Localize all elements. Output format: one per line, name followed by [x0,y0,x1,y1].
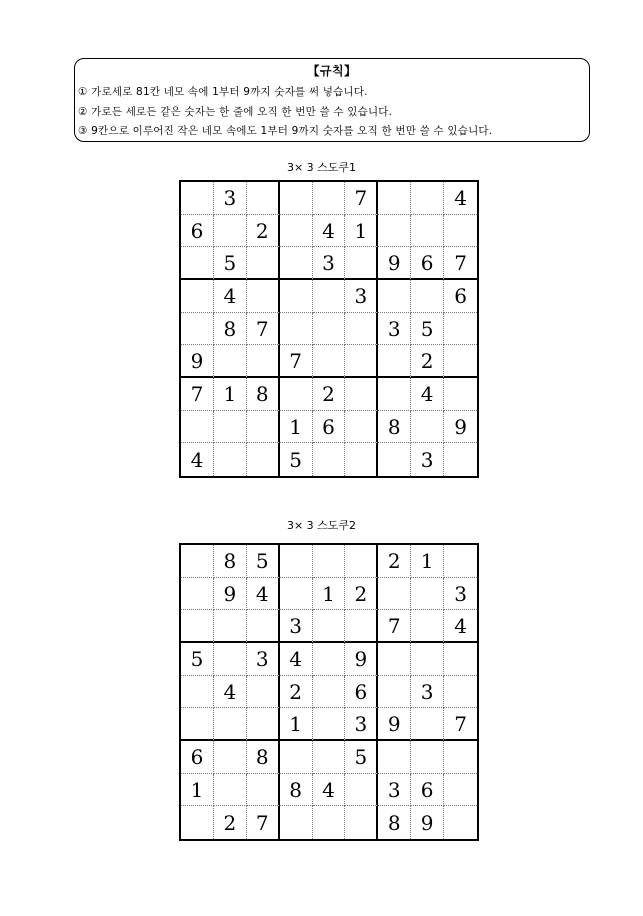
sudoku-cell[interactable] [444,215,477,248]
sudoku-cell[interactable]: 3 [444,578,477,611]
sudoku-cell[interactable] [345,247,378,280]
sudoku-cell[interactable]: 4 [444,182,477,215]
sudoku-cell[interactable]: 6 [345,676,378,709]
sudoku-cell[interactable] [411,610,444,643]
sudoku-cell[interactable] [181,806,214,839]
sudoku-cell[interactable] [444,806,477,839]
sudoku-cell[interactable] [280,313,313,346]
sudoku-cell[interactable] [181,610,214,643]
sudoku-cell[interactable] [313,345,346,378]
sudoku-cell[interactable] [313,443,346,476]
sudoku-cell[interactable] [313,280,346,313]
sudoku-cell[interactable]: 8 [378,806,411,839]
puzzle-2-title: 3× 3 스도쿠2 [286,519,357,532]
sudoku-cell[interactable]: 8 [247,741,280,774]
sudoku-cell[interactable]: 2 [214,806,247,839]
sudoku-cell[interactable] [444,545,477,578]
sudoku-cell[interactable]: 7 [181,378,214,411]
rule-item-3: ③ 9칸으로 이루어진 작은 네모 속에도 1부터 9까지 숫자를 오직 한 번만 쓸 수 있습니다. [78,125,493,137]
sudoku-cell[interactable] [181,578,214,611]
sudoku-cell[interactable]: 7 [378,610,411,643]
sudoku-cell[interactable]: 5 [280,443,313,476]
sudoku-cell[interactable]: 9 [214,578,247,611]
sudoku-cell[interactable] [313,806,346,839]
sudoku-cell[interactable]: 3 [378,774,411,807]
sudoku-cell[interactable] [444,378,477,411]
sudoku-cell[interactable] [247,610,280,643]
sudoku-cell[interactable] [247,774,280,807]
sudoku-cell[interactable]: 7 [345,182,378,215]
sudoku-cell[interactable]: 2 [313,378,346,411]
sudoku-cell[interactable]: 4 [181,443,214,476]
sudoku-cell[interactable]: 9 [181,345,214,378]
sudoku-cell[interactable]: 3 [247,643,280,676]
sudoku-cell[interactable] [280,215,313,248]
sudoku-cell[interactable] [181,313,214,346]
sudoku-cell[interactable]: 3 [411,443,444,476]
sudoku-cell[interactable] [280,545,313,578]
sudoku-cell[interactable]: 3 [378,313,411,346]
sudoku-cell[interactable] [280,741,313,774]
sudoku-cell[interactable] [214,443,247,476]
sudoku-cell[interactable] [181,182,214,215]
sudoku-cell[interactable] [444,313,477,346]
sudoku-cell[interactable]: 5 [345,741,378,774]
sudoku-cell[interactable] [247,280,280,313]
sudoku-cell[interactable]: 9 [411,806,444,839]
sudoku-cell[interactable]: 6 [181,215,214,248]
sudoku-cell[interactable] [345,411,378,444]
sudoku-cell[interactable] [411,411,444,444]
sudoku-cell[interactable] [345,443,378,476]
sudoku-cell[interactable] [345,806,378,839]
sudoku-cell[interactable] [247,345,280,378]
sudoku-cell[interactable]: 3 [313,247,346,280]
sudoku-cell[interactable] [411,708,444,741]
sudoku-cell[interactable] [378,215,411,248]
sudoku-cell[interactable] [444,741,477,774]
rules-title: 【규칙】 [307,64,357,78]
sudoku-cell[interactable] [345,345,378,378]
sudoku-cell[interactable] [214,741,247,774]
sudoku-cell[interactable] [411,741,444,774]
sudoku-cell[interactable]: 3 [214,182,247,215]
sudoku-cell[interactable]: 3 [280,610,313,643]
sudoku-cell[interactable]: 7 [444,247,477,280]
sudoku-cell[interactable] [214,708,247,741]
sudoku-cell[interactable] [444,676,477,709]
sudoku-cell[interactable] [181,280,214,313]
sudoku-cell[interactable]: 5 [214,247,247,280]
sudoku-cell[interactable]: 1 [313,578,346,611]
sudoku-cell[interactable] [214,411,247,444]
sudoku-cell[interactable] [280,247,313,280]
sudoku-cell[interactable] [313,610,346,643]
sudoku-cell[interactable] [378,643,411,676]
sudoku-cell[interactable]: 7 [444,708,477,741]
sudoku-cell[interactable]: 7 [247,806,280,839]
sudoku-cell[interactable] [411,215,444,248]
sudoku-cell[interactable]: 8 [214,545,247,578]
sudoku-cell[interactable] [214,610,247,643]
sudoku-cell[interactable]: 2 [378,545,411,578]
sudoku-cell[interactable] [214,643,247,676]
sudoku-cell[interactable] [181,676,214,709]
sudoku-cell[interactable]: 4 [214,280,247,313]
sudoku-cell[interactable]: 3 [411,676,444,709]
sudoku-cell[interactable] [378,676,411,709]
rule-item-2: ② 가로든 세로든 같은 숫자는 한 줄에 오직 한 번만 쓸 수 있습니다. [78,106,393,118]
sudoku-cell[interactable]: 8 [247,378,280,411]
rules-box [74,58,590,142]
sudoku-cell[interactable] [313,741,346,774]
sudoku-cell[interactable]: 4 [313,774,346,807]
sudoku-cell[interactable] [444,345,477,378]
sudoku-cell[interactable]: 5 [411,313,444,346]
sudoku-cell[interactable]: 4 [313,215,346,248]
sudoku-cell[interactable] [214,215,247,248]
sudoku-cell[interactable]: 1 [280,708,313,741]
sudoku-cell[interactable]: 8 [378,411,411,444]
sudoku-cell[interactable]: 4 [280,643,313,676]
sudoku-cell[interactable] [411,182,444,215]
sudoku-cell[interactable]: 2 [345,578,378,611]
sudoku-cell[interactable] [313,676,346,709]
sudoku-cell[interactable] [411,578,444,611]
sudoku-cell[interactable] [247,182,280,215]
sudoku-cell[interactable] [181,545,214,578]
sudoku-cell[interactable] [378,182,411,215]
sudoku-cell[interactable] [214,345,247,378]
sudoku-cell[interactable]: 9 [444,411,477,444]
sudoku-cell[interactable]: 1 [411,545,444,578]
sudoku-cell[interactable] [345,774,378,807]
sudoku-cell[interactable] [345,545,378,578]
sudoku-cell[interactable] [345,378,378,411]
sudoku-cell[interactable] [411,280,444,313]
sudoku-cell[interactable] [280,806,313,839]
sudoku-cell[interactable]: 6 [411,247,444,280]
sudoku-cell[interactable]: 8 [280,774,313,807]
sudoku-cell[interactable] [247,411,280,444]
sudoku-cell[interactable]: 9 [345,643,378,676]
sudoku-cell[interactable]: 4 [444,610,477,643]
sudoku-cell[interactable] [247,676,280,709]
sudoku-cell[interactable] [247,443,280,476]
puzzle-1-title: 3× 3 스도쿠1 [286,161,357,174]
sudoku-cell[interactable]: 9 [378,708,411,741]
sudoku-cell[interactable]: 9 [378,247,411,280]
sudoku-cell[interactable]: 6 [444,280,477,313]
sudoku-cell[interactable] [181,708,214,741]
sudoku-cell[interactable] [444,774,477,807]
sudoku-cell[interactable] [247,708,280,741]
sudoku-cell[interactable]: 3 [345,708,378,741]
sudoku-cell[interactable] [444,443,477,476]
sudoku-cell[interactable] [313,313,346,346]
sudoku-cell[interactable]: 4 [411,378,444,411]
sudoku-cell[interactable]: 8 [214,313,247,346]
sudoku-cell[interactable] [378,345,411,378]
sudoku-cell[interactable]: 2 [247,215,280,248]
sudoku-grid-2 [179,543,479,841]
sudoku-cell[interactable]: 3 [345,280,378,313]
sudoku-cell[interactable] [313,643,346,676]
sudoku-cell[interactable] [280,578,313,611]
sudoku-cell[interactable] [378,578,411,611]
sudoku-cell[interactable]: 2 [280,676,313,709]
sudoku-cell[interactable] [313,182,346,215]
sudoku-cell[interactable] [345,313,378,346]
sudoku-cell[interactable]: 5 [181,643,214,676]
sudoku-cell[interactable] [181,247,214,280]
sudoku-cell[interactable]: 7 [280,345,313,378]
sudoku-cell[interactable] [444,643,477,676]
sudoku-cell[interactable]: 6 [411,774,444,807]
sudoku-cell[interactable] [378,280,411,313]
sudoku-cell[interactable]: 4 [247,578,280,611]
sudoku-cell[interactable]: 6 [313,411,346,444]
sudoku-cell[interactable] [378,741,411,774]
sudoku-cell[interactable] [345,610,378,643]
sudoku-cell[interactable]: 5 [247,545,280,578]
sudoku-cell[interactable]: 6 [181,741,214,774]
sudoku-cell[interactable] [181,411,214,444]
sudoku-cell[interactable] [378,378,411,411]
sudoku-cell[interactable] [313,545,346,578]
sudoku-cell[interactable]: 4 [214,676,247,709]
sudoku-cell[interactable] [280,378,313,411]
sudoku-cell[interactable] [280,182,313,215]
sudoku-cell[interactable] [378,443,411,476]
sudoku-cell[interactable]: 1 [181,774,214,807]
sudoku-cell[interactable]: 1 [345,215,378,248]
sudoku-cell[interactable] [247,247,280,280]
sudoku-cell[interactable]: 7 [247,313,280,346]
sudoku-cell[interactable] [313,708,346,741]
sudoku-cell[interactable] [411,643,444,676]
sudoku-cell[interactable]: 2 [411,345,444,378]
sudoku-cell[interactable]: 1 [280,411,313,444]
sudoku-cell[interactable] [214,774,247,807]
sudoku-grid-1 [179,180,479,478]
sudoku-cell[interactable]: 1 [214,378,247,411]
sudoku-cell[interactable] [280,280,313,313]
rule-item-1: ① 가로세로 81칸 네모 속에 1부터 9까지 숫자를 써 넣습니다. [78,86,368,98]
